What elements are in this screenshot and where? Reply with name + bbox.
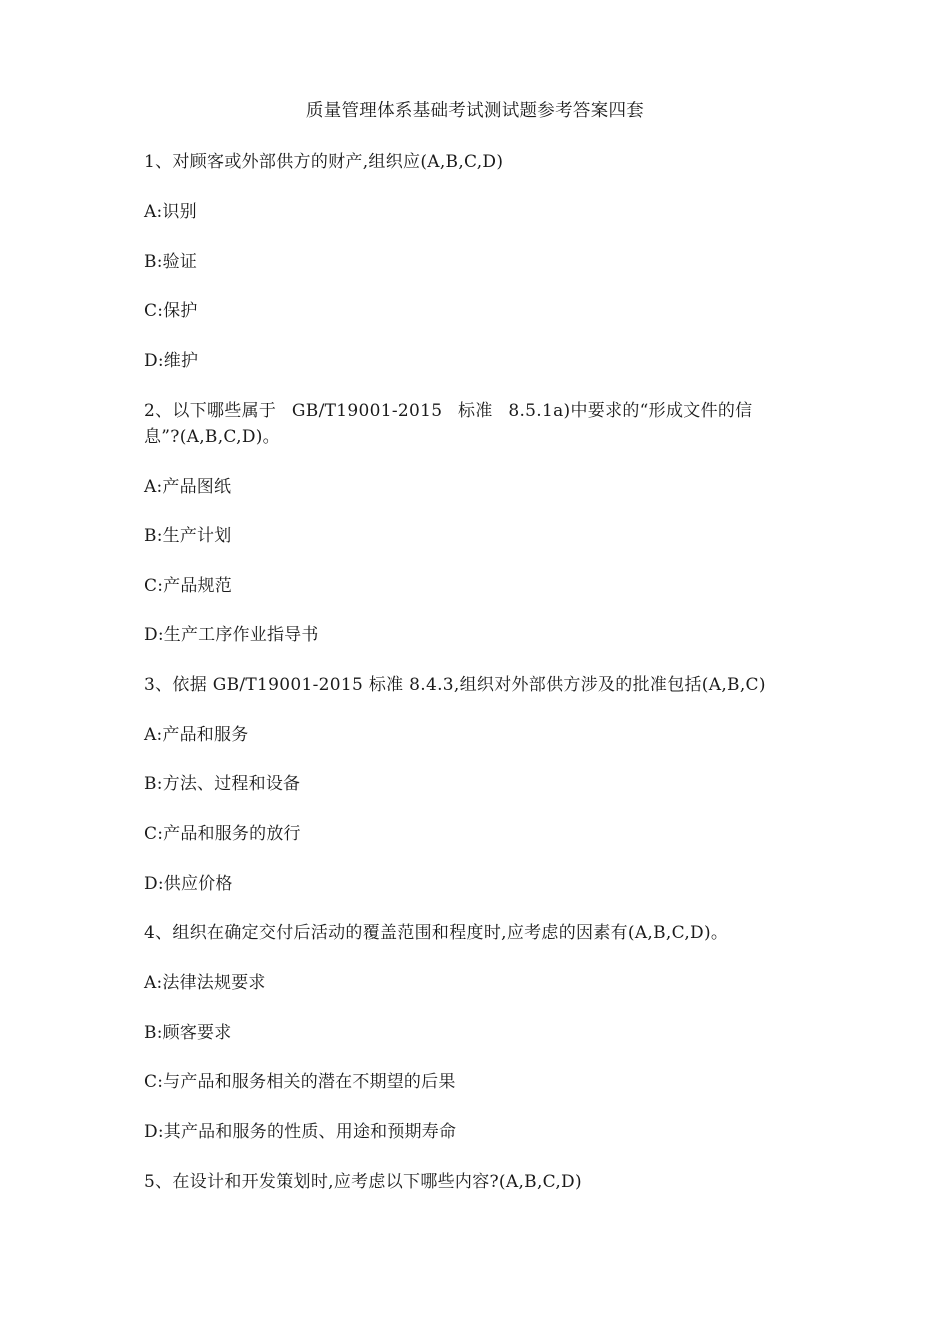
- question-4-text: 4、组织在确定交付后活动的覆盖范围和程度时,应考虑的因素有(A,B,C,D)。: [144, 923, 729, 943]
- question-2-option-d: D:生产工序作业指导书: [144, 625, 319, 645]
- question-3-text: 3、依据 GB/T19001-2015 标准 8.4.3,组织对外部供方涉及的批准包括(A,B,C): [144, 675, 766, 695]
- question-3-option-b: B:方法、过程和设备: [144, 774, 301, 794]
- question-4-option-d: D:其产品和服务的性质、用途和预期寿命: [144, 1122, 457, 1142]
- question-2-text-line-2: 息”?(A,B,C,D)。: [144, 427, 280, 447]
- question-2-option-a: A:产品图纸: [144, 477, 232, 497]
- question-2-option-c: C:产品规范: [144, 576, 232, 596]
- question-5-text: 5、在设计和开发策划时,应考虑以下哪些内容?(A,B,C,D): [144, 1172, 582, 1192]
- question-4-option-a: A:法律法规要求: [144, 973, 266, 993]
- question-3-option-c: C:产品和服务的放行: [144, 824, 301, 844]
- question-2-text-line-1: 2、以下哪些属于 GB/T19001-2015 标准 8.5.1a)中要求的“形成文件的信: [144, 401, 753, 421]
- question-1-option-d: D:维护: [144, 351, 199, 371]
- question-4-option-c: C:与产品和服务相关的潜在不期望的后果: [144, 1072, 456, 1092]
- question-1-text: 1、对顾客或外部供方的财产,组织应(A,B,C,D): [144, 152, 504, 172]
- question-4-option-b: B:顾客要求: [144, 1023, 232, 1043]
- question-3-option-d: D:供应价格: [144, 874, 233, 894]
- document-title: 质量管理体系基础考试测试题参考答案四套: [305, 101, 645, 121]
- question-2-option-b: B:生产计划: [144, 526, 232, 546]
- question-1-option-a: A:识别: [144, 202, 197, 222]
- question-3-option-a: A:产品和服务: [144, 725, 249, 745]
- question-1-option-b: B:验证: [144, 252, 198, 272]
- question-1-option-c: C:保护: [144, 301, 198, 321]
